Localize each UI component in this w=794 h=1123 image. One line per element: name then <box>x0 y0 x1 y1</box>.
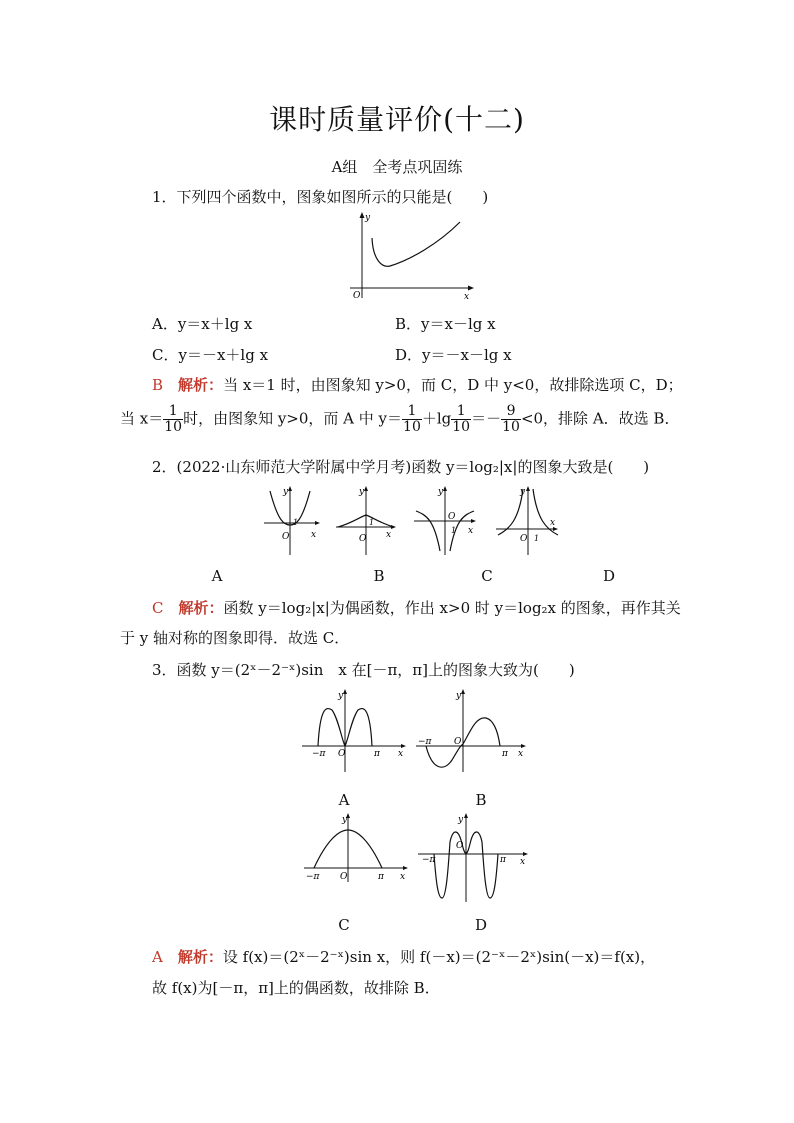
q1-sol2-c: ＋lg <box>421 409 452 428</box>
svg-text:−π: −π <box>418 737 432 747</box>
q1-sol2-d: ＝－ <box>471 409 502 428</box>
svg-text:y: y <box>342 815 348 825</box>
q1-solution-line1 <box>152 374 683 395</box>
svg-text:π: π <box>502 749 508 759</box>
svg-text:π: π <box>374 749 380 759</box>
q1-sol2-b: 时，由图象知 y>0，而 A 中 y＝ <box>183 409 403 428</box>
q3-graph-c <box>302 812 412 884</box>
svg-text:x: x <box>400 872 406 882</box>
q2-label-c: C <box>481 567 493 585</box>
q3-label-c: C <box>338 916 350 934</box>
svg-text:π: π <box>378 872 384 882</box>
svg-text:π: π <box>500 855 506 865</box>
q1-sol2-a: 当 x＝ <box>120 409 164 428</box>
q3-graph-d <box>416 812 532 904</box>
svg-text:1: 1 <box>369 518 375 527</box>
svg-text:−π: −π <box>306 872 320 882</box>
svg-text:y: y <box>438 487 444 497</box>
q2-graph-c <box>412 485 478 557</box>
q3-graph-a <box>300 688 410 774</box>
q3-analysis-label: 解析： <box>177 948 223 966</box>
q2-graph-a <box>262 485 322 557</box>
fraction-1-10-b: $\frac{1}{10}$ <box>403 403 421 435</box>
q1-solution-text1: 当 x＝1 时，由图象知 y>0，而 C，D 中 y<0，故排除选项 C，D； <box>223 376 683 394</box>
svg-text:x: x <box>386 530 392 540</box>
svg-text:x: x <box>398 749 404 759</box>
q2-stem: 2．(2022·山东师范大学附属中学月考)函数 y＝log₂|x|的图象大致是( ) <box>152 458 650 476</box>
q3-answer: A <box>152 948 163 966</box>
fraction-1-10: $\frac{1}{10}$ <box>164 403 183 435</box>
q1-answer: B <box>152 376 164 394</box>
group-heading: A组 全考点巩固练 <box>331 158 463 176</box>
q3-solution-line1 <box>152 946 655 967</box>
q3-graph-b <box>414 688 530 774</box>
q3-label-d: D <box>474 916 488 934</box>
q2-graph-b <box>334 485 398 557</box>
q1-graph <box>348 208 480 300</box>
q3-label-a: A <box>338 791 350 809</box>
svg-text:O: O <box>454 737 462 747</box>
svg-text:x: x <box>518 749 524 759</box>
svg-text:y: y <box>365 213 371 223</box>
q1-option-a: A．y＝x＋lg x <box>152 315 253 333</box>
svg-text:O: O <box>448 512 456 522</box>
q1-stem: 1．下列四个函数中，图象如图所示的只能是( ) <box>152 188 489 206</box>
svg-text:−π: −π <box>422 855 436 865</box>
svg-text:O: O <box>359 534 367 544</box>
svg-text:O: O <box>338 749 346 759</box>
q2-solution-line2: 于 y 轴对称的图象即得．故选 C． <box>120 629 350 647</box>
q3-stem: 3．函数 y＝(2ˣ－2⁻ˣ)sin x 在[－π，π]上的图象大致为( ) <box>152 661 575 679</box>
svg-text:y: y <box>359 487 365 497</box>
fraction-1-10-c: $\frac{1}{10}$ <box>452 403 471 435</box>
svg-text:1: 1 <box>534 534 540 543</box>
q2-label-a: A <box>211 567 223 585</box>
svg-text:x: x <box>464 292 470 300</box>
svg-text:y: y <box>458 815 464 825</box>
svg-text:O: O <box>340 872 348 882</box>
svg-text:x: x <box>468 526 474 536</box>
svg-text:x: x <box>550 518 556 528</box>
q1-analysis-label: 解析： <box>178 376 224 394</box>
svg-text:y: y <box>456 691 462 701</box>
q1-sol2-e: <0，排除 A．故选 B． <box>520 409 680 428</box>
q2-analysis-label: 解析： <box>178 599 224 617</box>
q2-label-d: D <box>602 567 616 585</box>
svg-text:−π: −π <box>312 749 326 759</box>
q2-label-b: B <box>373 567 385 585</box>
svg-text:1: 1 <box>451 526 457 535</box>
svg-text:y: y <box>520 487 526 497</box>
q1-solution-line2 <box>120 404 679 435</box>
q1-option-b: B．y＝x－lg x <box>395 315 496 333</box>
q3-solution-line2: 故 f(x)为[－π，π]上的偶函数，故排除 B． <box>152 979 440 997</box>
q3-solution-text1: 设 f(x)＝(2ˣ－2⁻ˣ)sin x，则 f(－x)＝(2⁻ˣ－2ˣ)sin(－x)＝f(x)， <box>222 948 656 966</box>
svg-text:x: x <box>520 857 526 867</box>
q2-solution-text1: 函数 y＝log₂|x|为偶函数，作出 x>0 时 y＝log₂x 的图象，再作其关 <box>223 599 681 617</box>
svg-text:O: O <box>353 291 361 300</box>
svg-text:O: O <box>282 532 290 542</box>
q1-option-c: C．y＝－x＋lg x <box>152 346 269 364</box>
svg-text:1: 1 <box>293 518 299 527</box>
q3-label-b: B <box>475 791 487 809</box>
svg-text:O: O <box>456 841 464 851</box>
q2-solution-line1 <box>152 597 681 618</box>
svg-text:y: y <box>283 487 289 497</box>
svg-text:O: O <box>520 534 528 544</box>
q2-answer: C <box>152 599 164 617</box>
fraction-9-10: $\frac{9}{10}$ <box>502 403 520 435</box>
svg-text:x: x <box>311 530 317 540</box>
q1-option-d: D．y＝－x－lg x <box>395 346 512 364</box>
q2-graph-d <box>494 485 562 557</box>
svg-text:y: y <box>338 691 344 701</box>
page-title: 课时质量评价(十二) <box>269 103 525 136</box>
